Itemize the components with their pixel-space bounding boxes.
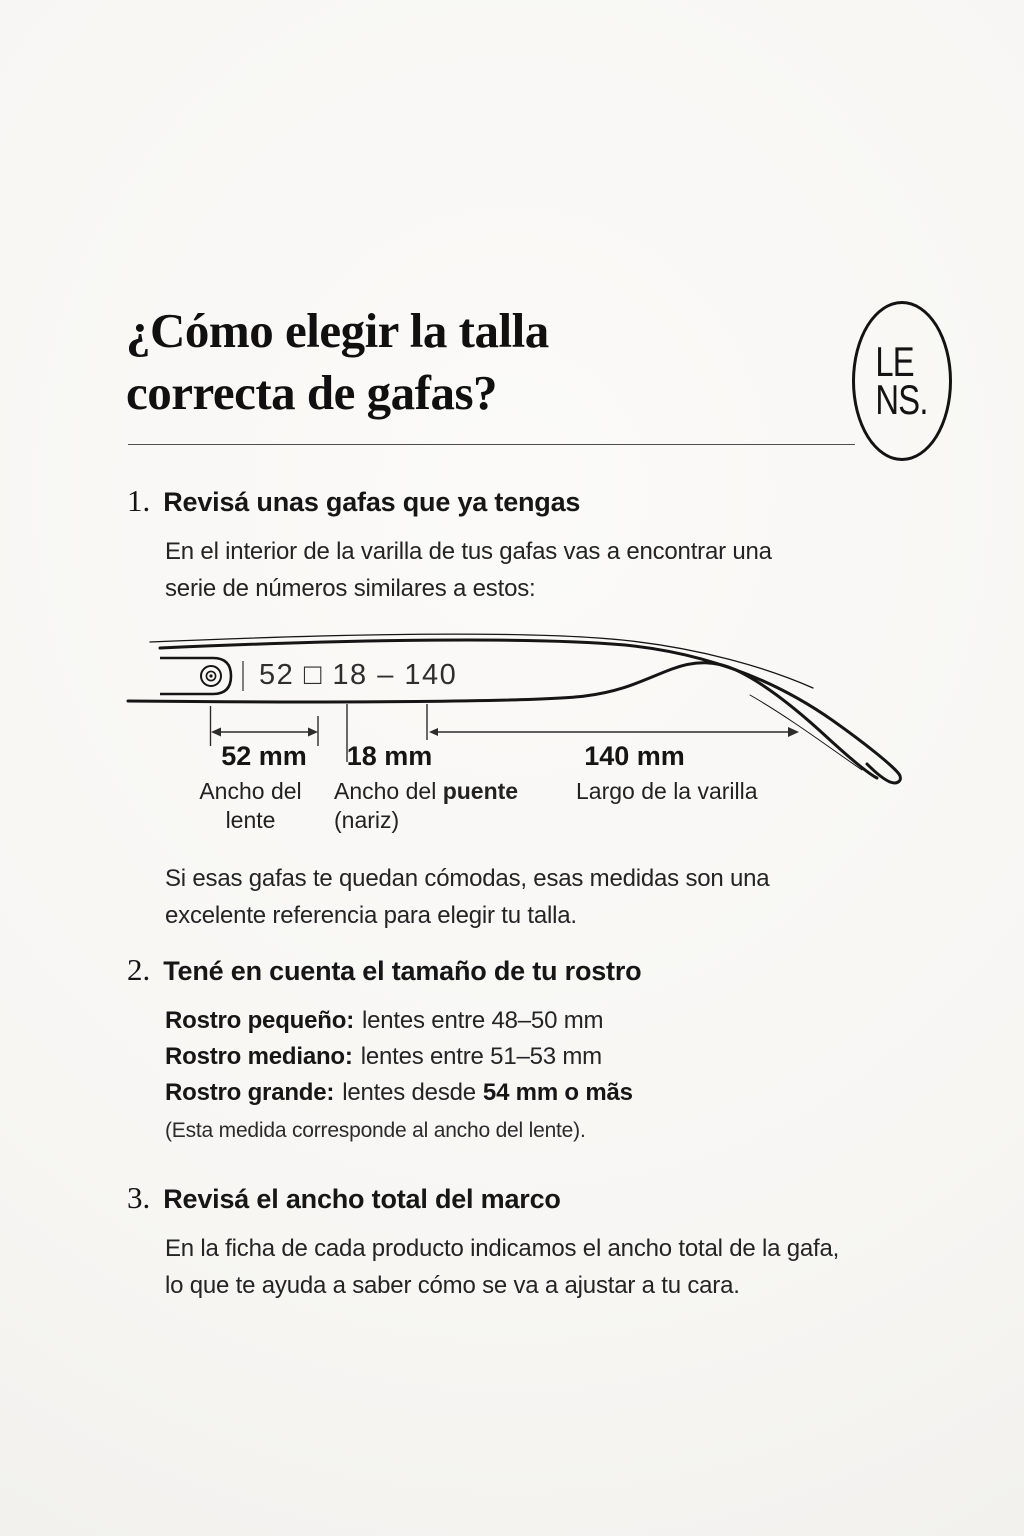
step3-body-line1: En la ficha de cada producto indicamos el ancho total de la gafa, [165, 1235, 840, 1262]
face-size-list [165, 1003, 633, 1111]
dim-bridge-width-label-line1 [334, 777, 518, 806]
brand-logo [852, 301, 952, 461]
dim-bridge-width-label-normal: Ancho del [334, 778, 437, 804]
face-size-small-label: Rostro pequeño: [165, 1007, 354, 1034]
step3-body-line2: lo que te ayuda a saber cómo se va a ajustar a tu cara. [165, 1272, 740, 1299]
step1-heading [127, 483, 580, 519]
face-size-medium-label: Rostro mediano: [165, 1043, 353, 1070]
brand-logo-line2: NS. [875, 376, 929, 423]
page-title-line1: ¿Cómo elegir la talla [126, 303, 549, 358]
face-size-large-label: Rostro grande: [165, 1079, 335, 1106]
step1-outro-line2: excelente referencia para elegir tu talla. [165, 902, 577, 929]
step3-body [165, 1230, 839, 1304]
page-title-line2: correcta de gafas? [126, 365, 498, 420]
step2-number: 2. [127, 952, 151, 987]
dim-temple-length-label: Largo de la varilla [576, 778, 758, 804]
face-size-large [165, 1075, 633, 1111]
brand-logo-line1: LE [875, 338, 915, 385]
step1-outro-line1: Si esas gafas te quedan cómodas, esas medidas son una [165, 865, 770, 892]
screw-icon [201, 666, 221, 686]
dim-bridge-width-label-line2: (nariz) [334, 807, 400, 833]
step1-title: Revisá unas gafas que ya tengas [163, 487, 581, 517]
dim-lens-width-value: 52 mm [221, 741, 307, 771]
step3-number: 3. [127, 1180, 151, 1215]
dim-bridge-width-label [334, 777, 518, 835]
face-size-small [165, 1003, 633, 1039]
face-size-medium [165, 1039, 633, 1075]
page-title [126, 300, 549, 424]
face-size-small-text: lentes entre 48–50 mm [362, 1007, 604, 1034]
step1-number: 1. [127, 483, 151, 518]
header-divider [128, 444, 855, 445]
step3-heading [127, 1180, 561, 1216]
dim-bridge-width-label-bold: puente [442, 778, 519, 804]
face-size-medium-text: lentes entre 51–53 mm [360, 1043, 602, 1070]
face-size-large-bold: 54 mm o mãs [482, 1079, 633, 1106]
dim-bridge-width-value: 18 mm [346, 741, 433, 771]
step2-heading [127, 952, 641, 988]
dim-lens-width-label [188, 777, 313, 835]
step1-body-line1: En el interior de la varilla de tus gafas vas a encontrar una [165, 538, 772, 565]
lens-width-note: (Esta medida corresponde al ancho del lente). [165, 1119, 586, 1142]
step1-outro [165, 860, 769, 934]
step3-title: Revisá el ancho total del marco [163, 1184, 561, 1214]
step1-body-line2: serie de números similares a estos: [165, 575, 536, 602]
brand-logo-text [875, 338, 929, 423]
face-size-large-text: lentes desde [342, 1079, 476, 1106]
dim-temple-length-value: 140 mm [584, 741, 685, 771]
temple-marking-text: 52 □ 18 – 140 [259, 659, 458, 691]
step2-title: Tené en cuenta el tamaño de tu rostro [163, 956, 642, 986]
dim-lens-width-label-line2: lente [225, 807, 276, 833]
step1-body [165, 533, 772, 607]
dim-lens-width-label-line1: Ancho del [199, 778, 302, 804]
